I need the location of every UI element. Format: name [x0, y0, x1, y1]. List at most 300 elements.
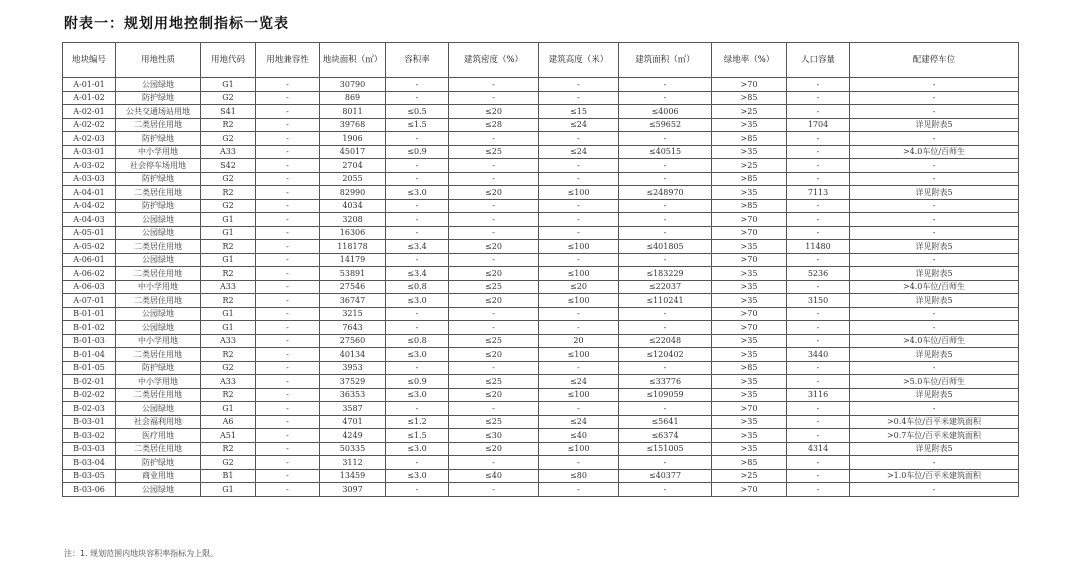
table-cell: - — [619, 253, 712, 267]
table-cell: ≤20 — [449, 388, 539, 402]
table-cell: 8011 — [320, 105, 386, 119]
table-cell: - — [850, 456, 1019, 470]
table-cell: ≤100 — [539, 348, 619, 362]
table-cell: 13459 — [320, 469, 386, 483]
table-cell: 公园绿地 — [116, 253, 201, 267]
table-cell: - — [850, 91, 1019, 105]
table-cell: - — [787, 226, 850, 240]
table-cell: - — [539, 91, 619, 105]
table-cell: B-03-01 — [63, 415, 116, 429]
table-cell: ≤20 — [449, 186, 539, 200]
table-cell: >35 — [712, 280, 787, 294]
table-cell: - — [256, 388, 320, 402]
table-cell: 36353 — [320, 388, 386, 402]
table-cell: - — [787, 429, 850, 443]
table-cell: >4.0车位/百师生 — [850, 334, 1019, 348]
table-cell: 1906 — [320, 132, 386, 146]
table-cell: A-06-01 — [63, 253, 116, 267]
table-cell: >35 — [712, 375, 787, 389]
table-cell: - — [386, 199, 449, 213]
table-cell: R2 — [201, 118, 256, 132]
table-row — [63, 280, 1019, 294]
table-cell: R2 — [201, 294, 256, 308]
table-cell: >70 — [712, 213, 787, 227]
table-cell: 商业用地 — [116, 469, 201, 483]
table-cell: G1 — [201, 78, 256, 92]
table-cell: G1 — [201, 483, 256, 497]
table-cell: B-01-05 — [63, 361, 116, 375]
table-cell: >70 — [712, 307, 787, 321]
table-cell: >4.0车位/百师生 — [850, 145, 1019, 159]
table-cell: - — [850, 105, 1019, 119]
table-cell: 二类居住用地 — [116, 442, 201, 456]
table-cell: - — [619, 91, 712, 105]
table-cell: ≤40377 — [619, 469, 712, 483]
table-cell: >0.4车位/百平米建筑面积 — [850, 415, 1019, 429]
table-cell: A-04-02 — [63, 199, 116, 213]
column-header: 用地性质 — [116, 43, 201, 78]
table-cell: - — [850, 226, 1019, 240]
table-cell: - — [850, 199, 1019, 213]
table-cell: 2055 — [320, 172, 386, 186]
table-cell: 36747 — [320, 294, 386, 308]
table-row — [63, 105, 1019, 119]
table-cell: 详见附表5 — [850, 186, 1019, 200]
table-cell: 医疗用地 — [116, 429, 201, 443]
table-row — [63, 348, 1019, 362]
table-cell: ≤100 — [539, 388, 619, 402]
column-header: 地块编号 — [63, 43, 116, 78]
table-cell: 公园绿地 — [116, 307, 201, 321]
table-cell: 二类居住用地 — [116, 267, 201, 281]
table-cell: - — [619, 402, 712, 416]
table-cell: ≤25 — [449, 375, 539, 389]
table-cell: R2 — [201, 388, 256, 402]
table-cell: - — [850, 159, 1019, 173]
table-cell: >70 — [712, 226, 787, 240]
table-cell: - — [386, 213, 449, 227]
table-cell: ≤3.0 — [386, 186, 449, 200]
table-cell: A33 — [201, 145, 256, 159]
table-cell: - — [850, 402, 1019, 416]
table-cell: B-02-01 — [63, 375, 116, 389]
table-row — [63, 402, 1019, 416]
table-cell: - — [539, 172, 619, 186]
table-cell: - — [787, 334, 850, 348]
table-cell: R2 — [201, 442, 256, 456]
table-cell: ≤40 — [539, 429, 619, 443]
table-cell: - — [256, 91, 320, 105]
table-row — [63, 388, 1019, 402]
table-cell: - — [256, 483, 320, 497]
table-cell: 3440 — [787, 348, 850, 362]
table-cell: ≤15 — [539, 105, 619, 119]
table-cell: 中小学用地 — [116, 145, 201, 159]
table-cell: 防护绿地 — [116, 456, 201, 470]
table-cell: 公园绿地 — [116, 483, 201, 497]
table-row — [63, 91, 1019, 105]
table-cell: ≤3.0 — [386, 469, 449, 483]
table-cell: A-07-01 — [63, 294, 116, 308]
table-cell: 公园绿地 — [116, 213, 201, 227]
table-cell: - — [256, 253, 320, 267]
table-cell: A6 — [201, 415, 256, 429]
page-title: 附表一：规划用地控制指标一览表 — [64, 16, 289, 32]
table-cell: 详见附表5 — [850, 442, 1019, 456]
table-cell: G2 — [201, 172, 256, 186]
table-cell: - — [386, 402, 449, 416]
table-cell: ≤110241 — [619, 294, 712, 308]
table-cell: - — [386, 91, 449, 105]
table-cell: G1 — [201, 226, 256, 240]
table-cell: - — [850, 361, 1019, 375]
table-cell: ≤4006 — [619, 105, 712, 119]
table-cell: ≤100 — [539, 186, 619, 200]
table-cell: - — [449, 199, 539, 213]
table-cell: ≤0.8 — [386, 334, 449, 348]
table-cell: A-02-03 — [63, 132, 116, 146]
table-cell: ≤80 — [539, 469, 619, 483]
table-cell: ≤100 — [539, 240, 619, 254]
table-cell: B1 — [201, 469, 256, 483]
table-cell: 社会福利用地 — [116, 415, 201, 429]
table-cell: ≤33776 — [619, 375, 712, 389]
table-note: 注：1. 规划范围内地块容积率指标为上限。 — [64, 549, 219, 558]
table-cell: 16306 — [320, 226, 386, 240]
table-cell: ≤25 — [449, 280, 539, 294]
table-cell: >35 — [712, 240, 787, 254]
table-cell: - — [256, 132, 320, 146]
table-cell: A-03-03 — [63, 172, 116, 186]
table-cell: ≤20 — [449, 105, 539, 119]
table-cell: - — [386, 321, 449, 335]
table-cell: 118178 — [320, 240, 386, 254]
table-cell: - — [256, 226, 320, 240]
table-cell: 防护绿地 — [116, 172, 201, 186]
table-cell: - — [850, 253, 1019, 267]
table-cell: 82990 — [320, 186, 386, 200]
table-cell: A33 — [201, 334, 256, 348]
table-cell: ≤22037 — [619, 280, 712, 294]
table-cell: 详见附表5 — [850, 267, 1019, 281]
table-cell: 二类居住用地 — [116, 118, 201, 132]
table-cell: S42 — [201, 159, 256, 173]
table-cell: ≤1.2 — [386, 415, 449, 429]
table-cell: 防护绿地 — [116, 199, 201, 213]
table-cell: R2 — [201, 267, 256, 281]
table-cell: 45017 — [320, 145, 386, 159]
table-cell: - — [386, 253, 449, 267]
table-cell: B-03-04 — [63, 456, 116, 470]
table-cell: >35 — [712, 186, 787, 200]
table-cell: >35 — [712, 118, 787, 132]
table-cell: ≤25 — [449, 334, 539, 348]
table-cell: ≤6374 — [619, 429, 712, 443]
table-cell: ≤109059 — [619, 388, 712, 402]
table-cell: >85 — [712, 361, 787, 375]
table-cell: - — [256, 145, 320, 159]
table-cell: 中小学用地 — [116, 334, 201, 348]
table-row — [63, 456, 1019, 470]
table-cell: R2 — [201, 240, 256, 254]
table-cell: >35 — [712, 334, 787, 348]
table-cell: >5.0车位/百师生 — [850, 375, 1019, 389]
table-cell: ≤25 — [449, 415, 539, 429]
table-cell: ≤3.0 — [386, 294, 449, 308]
table-cell: - — [386, 159, 449, 173]
table-cell: A-01-02 — [63, 91, 116, 105]
table-cell: - — [256, 415, 320, 429]
table-cell: 详见附表5 — [850, 388, 1019, 402]
column-header: 绿地率（%） — [712, 43, 787, 78]
table-cell: >35 — [712, 145, 787, 159]
table-cell: - — [787, 105, 850, 119]
table-cell: ≤1.5 — [386, 118, 449, 132]
table-cell: A-06-03 — [63, 280, 116, 294]
table-header — [63, 43, 1019, 78]
table-cell: - — [449, 132, 539, 146]
table-cell: B-03-06 — [63, 483, 116, 497]
table-row — [63, 483, 1019, 497]
table-cell: ≤0.5 — [386, 105, 449, 119]
table-cell: B-01-01 — [63, 307, 116, 321]
table-row — [63, 469, 1019, 483]
table-row — [63, 307, 1019, 321]
table-cell: 7643 — [320, 321, 386, 335]
table-cell: - — [787, 361, 850, 375]
table-cell: B-01-03 — [63, 334, 116, 348]
table-cell: 2704 — [320, 159, 386, 173]
table-cell: 防护绿地 — [116, 361, 201, 375]
table-cell: - — [256, 280, 320, 294]
table-cell: S41 — [201, 105, 256, 119]
table-cell: >25 — [712, 469, 787, 483]
table-cell: >70 — [712, 78, 787, 92]
table-cell: 中小学用地 — [116, 280, 201, 294]
table-cell: 二类居住用地 — [116, 240, 201, 254]
table-cell: 详见附表5 — [850, 348, 1019, 362]
table-cell: - — [619, 361, 712, 375]
table-cell: >35 — [712, 348, 787, 362]
table-cell: ≤20 — [449, 267, 539, 281]
table-cell: 中小学用地 — [116, 375, 201, 389]
table-cell: G2 — [201, 199, 256, 213]
table-row — [63, 118, 1019, 132]
table-cell: - — [787, 483, 850, 497]
table-body — [63, 78, 1019, 497]
table-row — [63, 186, 1019, 200]
table-cell: - — [386, 226, 449, 240]
column-header: 建筑密度（%） — [449, 43, 539, 78]
table-cell: - — [619, 307, 712, 321]
table-cell: - — [850, 307, 1019, 321]
table-cell: ≤20 — [449, 240, 539, 254]
table-cell: 27546 — [320, 280, 386, 294]
table-cell: A-04-03 — [63, 213, 116, 227]
table-row — [63, 375, 1019, 389]
table-cell: >70 — [712, 253, 787, 267]
table-cell: ≤5641 — [619, 415, 712, 429]
table-cell: - — [787, 375, 850, 389]
table-cell: - — [386, 132, 449, 146]
table-row — [63, 429, 1019, 443]
table-cell: B-03-05 — [63, 469, 116, 483]
table-cell: - — [619, 456, 712, 470]
table-cell: ≤100 — [539, 267, 619, 281]
table-cell: 3097 — [320, 483, 386, 497]
table-cell: - — [256, 213, 320, 227]
table-cell: ≤401805 — [619, 240, 712, 254]
table-cell: - — [787, 321, 850, 335]
table-cell: B-03-02 — [63, 429, 116, 443]
table-row — [63, 415, 1019, 429]
table-cell: ≤59652 — [619, 118, 712, 132]
table-cell: - — [256, 172, 320, 186]
table-cell: - — [386, 483, 449, 497]
column-header: 用地代码 — [201, 43, 256, 78]
table-cell: 公园绿地 — [116, 226, 201, 240]
table-cell: ≤248970 — [619, 186, 712, 200]
table-cell: >4.0车位/百师生 — [850, 280, 1019, 294]
table-cell: - — [256, 118, 320, 132]
table-cell: - — [787, 78, 850, 92]
table-cell: ≤24 — [539, 375, 619, 389]
table-cell: A-03-01 — [63, 145, 116, 159]
table-cell: 3116 — [787, 388, 850, 402]
table-cell: - — [850, 321, 1019, 335]
table-cell: >70 — [712, 402, 787, 416]
table-cell: ≤3.0 — [386, 442, 449, 456]
table-cell: 50335 — [320, 442, 386, 456]
table-cell: - — [850, 172, 1019, 186]
table-cell: ≤40 — [449, 469, 539, 483]
table-cell: 公园绿地 — [116, 321, 201, 335]
table-cell: 37529 — [320, 375, 386, 389]
table-cell: - — [787, 213, 850, 227]
table-cell: B-02-03 — [63, 402, 116, 416]
table-cell: - — [850, 213, 1019, 227]
table-cell: - — [449, 253, 539, 267]
table-row — [63, 159, 1019, 173]
table-row — [63, 361, 1019, 375]
table-cell: ≤40515 — [619, 145, 712, 159]
table-cell: >85 — [712, 91, 787, 105]
table-cell: - — [449, 226, 539, 240]
table-cell: - — [449, 159, 539, 173]
table-cell: 5236 — [787, 267, 850, 281]
table-cell: - — [619, 159, 712, 173]
table-cell: A-02-02 — [63, 118, 116, 132]
table-cell: - — [619, 226, 712, 240]
table-cell: >35 — [712, 415, 787, 429]
table-cell: A-03-02 — [63, 159, 116, 173]
table-cell: - — [256, 186, 320, 200]
table-cell: - — [449, 483, 539, 497]
table-cell: >85 — [712, 172, 787, 186]
column-header: 配建停车位 — [850, 43, 1019, 78]
column-header: 建筑面积（㎡） — [619, 43, 712, 78]
table-cell: G1 — [201, 253, 256, 267]
table-cell: 二类居住用地 — [116, 294, 201, 308]
table-cell: - — [386, 361, 449, 375]
table-cell: - — [256, 402, 320, 416]
table-cell: - — [449, 361, 539, 375]
table-cell: A33 — [201, 280, 256, 294]
table-cell: 20 — [539, 334, 619, 348]
table-cell: G2 — [201, 361, 256, 375]
table-cell: ≤24 — [539, 415, 619, 429]
table-cell: ≤0.8 — [386, 280, 449, 294]
land-use-control-table — [62, 42, 1019, 497]
table-cell: ≤22048 — [619, 334, 712, 348]
table-cell: ≤25 — [449, 145, 539, 159]
table-cell: 3953 — [320, 361, 386, 375]
table-cell: 4314 — [787, 442, 850, 456]
table-row — [63, 334, 1019, 348]
column-header: 用地兼容性 — [256, 43, 320, 78]
table-cell: - — [850, 78, 1019, 92]
table-cell: 公园绿地 — [116, 78, 201, 92]
table-cell: >0.7车位/百平米建筑面积 — [850, 429, 1019, 443]
table-cell: - — [787, 456, 850, 470]
table-cell: - — [850, 483, 1019, 497]
table-cell: ≤20 — [449, 442, 539, 456]
table-row — [63, 240, 1019, 254]
table-cell: - — [386, 78, 449, 92]
table-cell: 4249 — [320, 429, 386, 443]
table-cell: - — [256, 375, 320, 389]
table-cell: 3112 — [320, 456, 386, 470]
table-cell: - — [539, 402, 619, 416]
table-cell: G1 — [201, 402, 256, 416]
table-cell: - — [787, 402, 850, 416]
table-cell: 3587 — [320, 402, 386, 416]
table-cell: 3215 — [320, 307, 386, 321]
table-row — [63, 442, 1019, 456]
table-cell: ≤1.5 — [386, 429, 449, 443]
table-cell: - — [256, 307, 320, 321]
table-cell: ≤0.9 — [386, 145, 449, 159]
table-cell: ≤100 — [539, 442, 619, 456]
table-cell: - — [386, 456, 449, 470]
table-row — [63, 294, 1019, 308]
table-cell: ≤0.9 — [386, 375, 449, 389]
table-cell: - — [256, 78, 320, 92]
table-cell: - — [449, 402, 539, 416]
table-cell: - — [256, 456, 320, 470]
table-cell: - — [386, 307, 449, 321]
table-cell: - — [449, 456, 539, 470]
table-cell: A-01-01 — [63, 78, 116, 92]
column-header: 地块面积（㎡） — [320, 43, 386, 78]
table-cell: - — [449, 213, 539, 227]
table-cell: - — [449, 321, 539, 335]
table-cell: >85 — [712, 456, 787, 470]
table-cell: - — [787, 172, 850, 186]
table-cell: 4701 — [320, 415, 386, 429]
table-cell: B-03-03 — [63, 442, 116, 456]
table-cell: ≤3.0 — [386, 388, 449, 402]
table-cell: >35 — [712, 388, 787, 402]
table-cell: ≤24 — [539, 145, 619, 159]
table-cell: 公共交通场站用地 — [116, 105, 201, 119]
table-cell: A-05-02 — [63, 240, 116, 254]
table-cell: >25 — [712, 105, 787, 119]
table-cell: 14179 — [320, 253, 386, 267]
table-cell: 详见附表5 — [850, 118, 1019, 132]
table-cell: - — [787, 253, 850, 267]
table-cell: 869 — [320, 91, 386, 105]
